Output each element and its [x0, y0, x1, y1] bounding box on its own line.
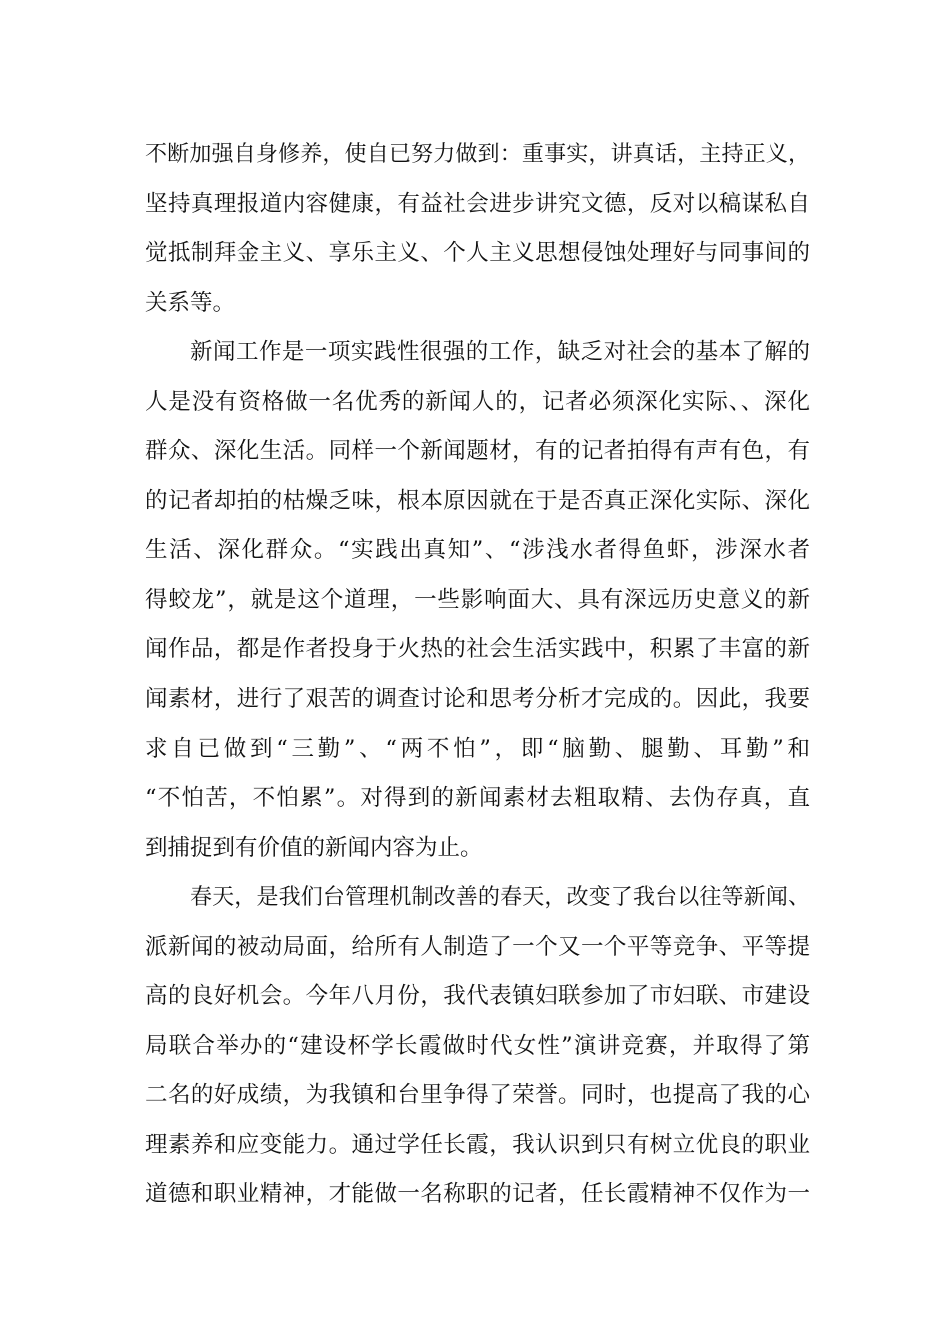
paragraph-2-line-2: 人是没有资格做一名优秀的新闻人的，记者必须深化实际、、深化 [145, 388, 810, 415]
paragraph-2-line-3: 群众、深化生活。同样一个新闻题材，有的记者拍得有声有色，有 [145, 438, 810, 465]
paragraph-2-line-4: 的记者却拍的枯燥乏味，根本原因就在于是否真正深化实际、深化 [145, 487, 810, 514]
document-body [145, 130, 810, 1220]
paragraph-2-line-5: 生活、深化群众。“实践出真知”、“涉浅水者得鱼虾，涉深水者 [145, 537, 810, 564]
paragraph-2-line-10: “不怕苦，不怕累”。对得到的新闻素材去粗取精、去伪存真，直 [145, 785, 810, 812]
paragraph-1-line-3: 觉抵制拜金主义、享乐主义、个人主义思想侵蚀处理好与同事间的 [145, 240, 810, 267]
paragraph-2-line-8: 闻素材，进行了艰苦的调查讨论和思考分析才完成的。因此，我要 [145, 686, 810, 713]
paragraph-2-line-9: 求自已做到“三勤”、“两不怕”，即“脑勤、腿勤、耳勤”和 [145, 735, 810, 762]
paragraph-3-line-1: 春天，是我们台管理机制改善的春天，改变了我台以往等新闻、 [190, 885, 810, 911]
paragraph-1-line-4: 关系等。 [145, 289, 236, 316]
paragraph-3-line-5: 二名的好成绩，为我镇和台里争得了荣誉。同时，也提高了我的心 [145, 1082, 810, 1109]
paragraph-2-line-7: 闻作品，都是作者投身于火热的社会生活实践中，积累了丰富的新 [145, 636, 810, 663]
paragraph-3-line-7: 道德和职业精神，才能做一名称职的记者，任长霞精神不仅作为一 [145, 1181, 810, 1208]
paragraph-3-line-2: 派新闻的被动局面，给所有人制造了一个又一个平等竞争、平等提 [145, 933, 810, 960]
paragraph-3-line-6: 理素养和应变能力。通过学任长霞，我认识到只有树立优良的职业 [145, 1131, 810, 1158]
paragraph-2-line-11: 到捕捉到有价值的新闻内容为止。 [145, 834, 483, 861]
paragraph-3-line-3: 高的良好机会。今年八月份，我代表镇妇联参加了市妇联、市建设 [145, 983, 810, 1010]
paragraph-3-line-4: 局联合举办的“建设杯学长霞做时代女性”演讲竞赛，并取得了第 [145, 1032, 810, 1059]
paragraph-2-line-6: 得蛟龙”，就是这个道理，一些影响面大、具有深远历史意义的新 [145, 586, 810, 613]
paragraph-1-line-1: 不断加强自身修养，使自已努力做到：重事实，讲真话，主持正义， [145, 142, 810, 167]
paragraph-1-line-2: 坚持真理报道内容健康，有益社会进步讲究文德，反对以稿谋私自 [145, 190, 810, 217]
paragraph-2-line-1: 新闻工作是一项实践性很强的工作，缺乏对社会的基本了解的 [190, 339, 810, 366]
